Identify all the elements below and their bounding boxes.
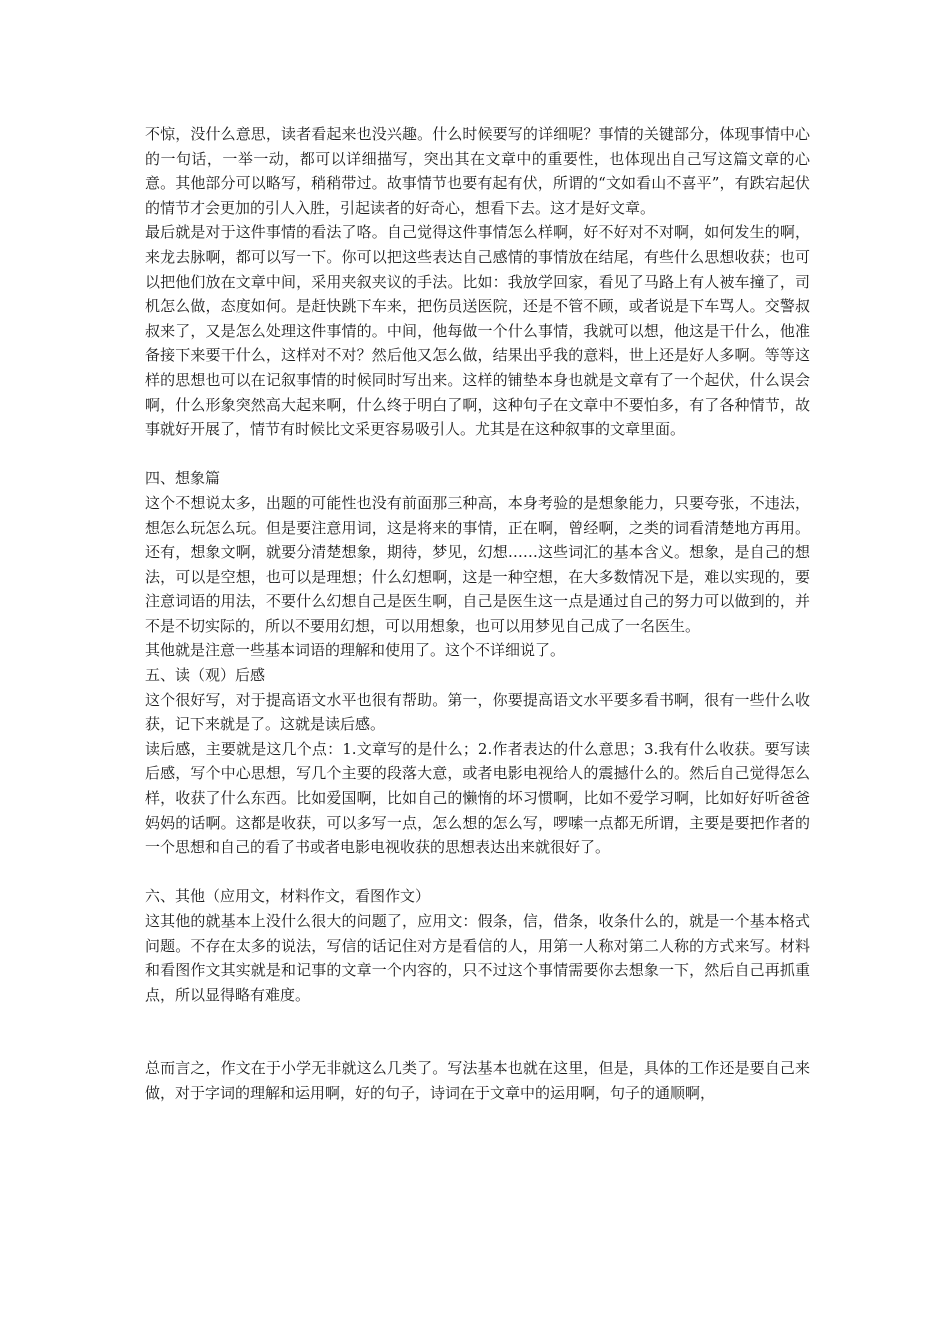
paragraph-reflection-intro: 这个很好写，对于提高语文水平也很有帮助。第一，你要提高语文水平要多看书啊，很有一些什么收获，记下来就是了。这就是读后感。 — [145, 690, 810, 734]
spacer — [145, 1007, 810, 1056]
section-heading-reflection: 五、读（观）后感 — [145, 666, 266, 685]
spacer — [145, 860, 810, 885]
paragraph-imagination: 这个不想说太多，出题的可能性也没有前面那三种高，本身考验的是想象能力，只要夸张，不违法，想怎么玩怎么玩。但是要注意用词，这是将来的事情，正在啊，曾经啊，之类的词看清楚地方再用。还有，想象文啊，就要分清楚想象，期待，梦见，幻想……这些词汇的基本含义。想象，是自己的想法，可以是空想，也可以是理想；什么幻想啊，这是一种空想，在大多数情况下是，难以实现的，要注意词语的用法，不要什么幻想自己是医生啊，自己是医生这一点是通过自己的努力可以做到的，并不是不切实际的，所以不要用幻想，可以用想象，也可以用梦见自己成了一名医生。 — [145, 493, 810, 635]
paragraph-summary: 总而言之，作文在于小学无非就这么几类了。写法基本也就在这里，但是，具体的工作还是要自己来做，对于字词的理解和运用啊，好的句子，诗词在于文章中的运用啊，句子的通顺啊， — [145, 1059, 810, 1102]
document-body — [145, 122, 810, 1106]
paragraph-other: 这其他的就基本上没什么很大的问题了，应用文：假条，信，借条，收条什么的，就是一个基本格式问题。不存在太多的说法，写信的话记住对方是看信的人，用第一人称对第二人称的方式来写。材料和看图作文其实就是和记事的文章一个内容的，只不过这个事情需要你去想象一下，然后自己再抓重点，所以显得略有难度。 — [145, 912, 810, 1004]
section-heading-other: 六、其他（应用文，材料作文，看图作文） — [145, 887, 431, 906]
paragraph-opinion: 最后就是对于这件事情的看法了咯。自己觉得这件事情怎么样啊，好不好对不对啊，如何发生的啊，来龙去脉啊，都可以写一下。你可以把这些表达自己感情的事情放在结尾，有些什么思想收获；也可以把他们放在文章中间，采用夹叙夹议的手法。比如：我放学回家，看见了马路上有人被车撞了，司机怎么做，态度如何。是赶快跳下车来，把伤员送医院，还是不管不顾，或者说是下车骂人。交警叔叔来了，又是怎么处理这件事情的。中间，他每做一个什么事情，我就可以想，他这是干什么，他准备接下来要干什么，这样对不对？然后他又怎么做，结果出乎我的意料，世上还是好人多啊。等等这样的思想也可以在记叙事情的时候同时写出来。这样的铺垫本身也就是文章有了一个起伏，什么误会啊，什么形象突然高大起来啊，什么终于明白了啊，这种句子在文章中不要怕多，有了各种情节，故事就好开展了，情节有时候比文采更容易吸引人。尤其是在这种叙事的文章里面。 — [145, 223, 810, 439]
section-heading-imagination: 四、想象篇 — [145, 469, 221, 488]
paragraph-basic-words: 其他就是注意一些基本词语的理解和使用了。这个不详细说了。 — [145, 641, 566, 660]
paragraph-reflection-points: 读后感，主要就是这几个点：1.文章写的是什么；2.作者表达的什么意思；3.我有什么收获。要写读后感，写个中心思想，写几个主要的段落大意，或者电影电视给人的震撼什么的。然后自己觉得怎么样，收获了什么东西。比如爱国啊，比如自己的懒惰的坏习惯啊，比如不爱学习啊，比如好好听爸爸妈妈的话啊。这都是收获，可以多写一点，怎么想的怎么写，啰嗦一点都无所谓，主要是要把作者的一个思想和自己的看了书或者电影电视收获的思想表达出来就很好了。 — [145, 739, 810, 857]
paragraph-detail-writing: 不惊，没什么意思，读者看起来也没兴趣。什么时候要写的详细呢？事情的关键部分，体现事情中心的一句话，一举一动，都可以详细描写，突出其在文章中的重要性，也体现出自己写这篇文章的心意。其他部分可以略写，稍稍带过。故事情节也要有起有伏，所谓的“文如看山不喜平”，有跌宕起伏的情节才会更加的引人入胜，引起读者的好奇心，想看下去。这才是好文章。 — [145, 125, 810, 217]
spacer — [145, 442, 810, 467]
